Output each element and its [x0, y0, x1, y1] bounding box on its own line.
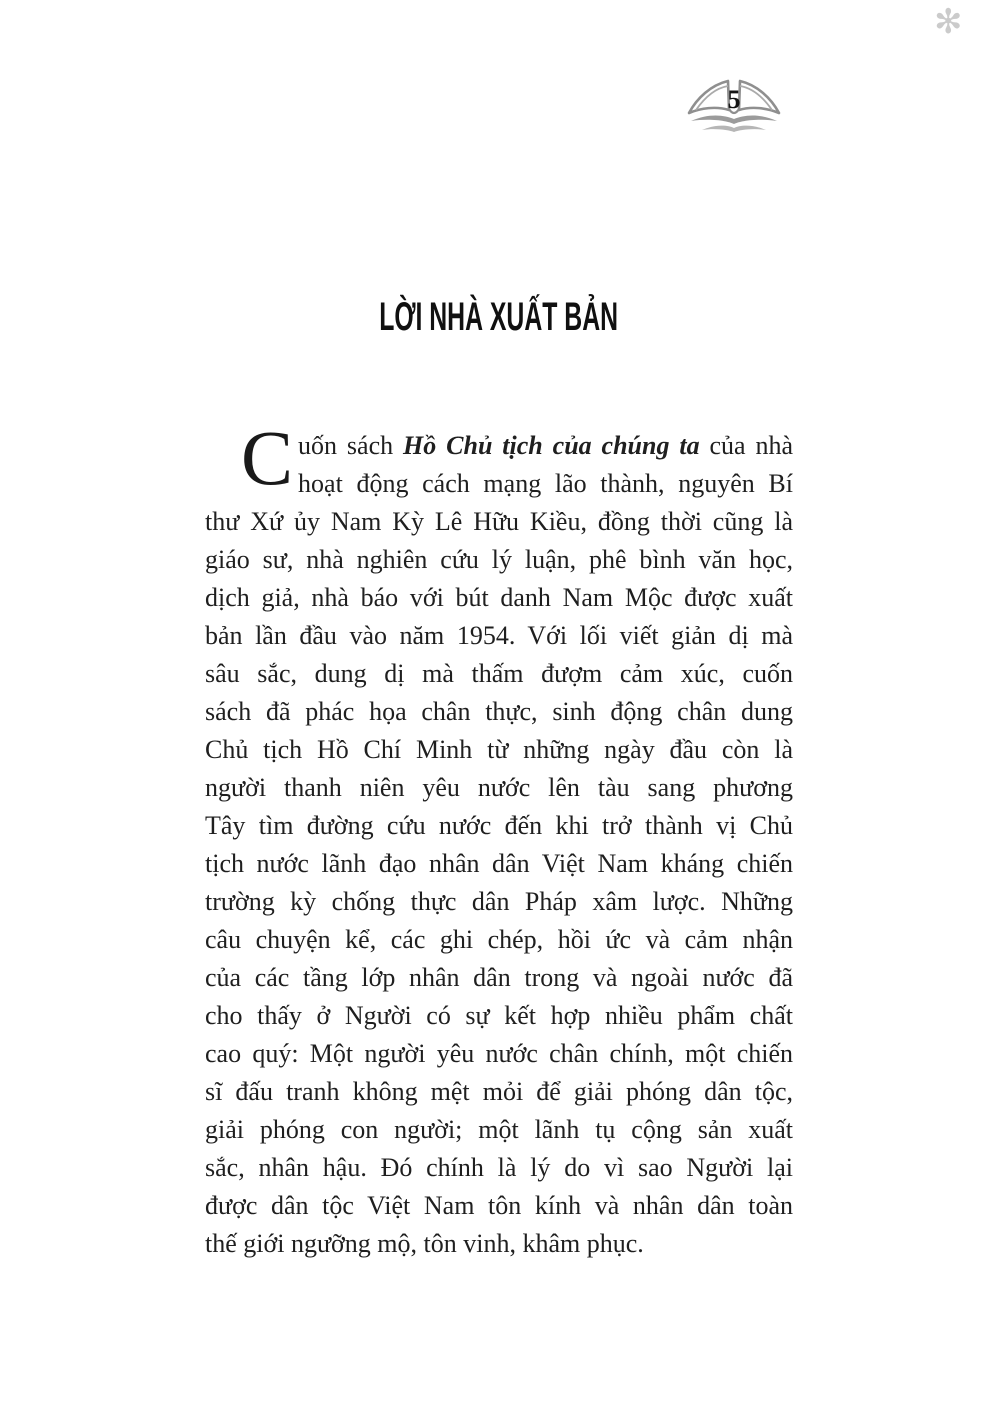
body-line: sắc, nhân hậu. Đó chính là lý do vì sao Người lại [205, 1153, 793, 1182]
body-line: câu chuyện kể, các ghi chép, hồi ức và cảm nhận [205, 925, 793, 954]
body-line: giáo sư, nhà nghiên cứu lý luận, phê bình văn học, [205, 545, 793, 574]
body-line-first-pre: uốn sách [298, 431, 404, 460]
drop-cap: C [241, 414, 294, 501]
page-number-badge [682, 76, 786, 134]
referenced-book-title: Hồ Chủ tịch của chúng ta [403, 431, 700, 460]
publisher-note-paragraph [205, 414, 794, 1263]
body-line: sách đã phác họa chân thực, sinh động chân dung [205, 697, 793, 726]
body-line: người thanh niên yêu nước lên tàu sang phương [205, 773, 793, 802]
page-number: 5 [727, 85, 741, 114]
body-line: dịch giả, nhà báo với bút danh Nam Mộc được xuất [205, 583, 793, 612]
flower-ornament-icon: ✻ [934, 2, 963, 42]
body-line: cao quý: Một người yêu nước chân chính, một chiến [205, 1039, 793, 1068]
body-line: của các tầng lớp nhân dân trong và ngoài nước đã [205, 963, 793, 992]
page-title: LỜI NHÀ XUẤT BẢN [379, 295, 619, 339]
body-line: bản lần đầu vào năm 1954. Với lối viết giản dị mà [205, 621, 793, 650]
body-line: được dân tộc Việt Nam tôn kính và nhân dân toàn [205, 1191, 793, 1220]
body-line: thư Xứ ủy Nam Kỳ Lê Hữu Kiều, đồng thời cũng là [205, 507, 793, 536]
body-line: sâu sắc, dung dị mà thấm đượm cảm xúc, cuốn [205, 659, 793, 688]
body-line: tịch nước lãnh đạo nhân dân Việt Nam kháng chiến [205, 849, 793, 878]
body-line: thế giới ngưỡng mộ, tôn vinh, khâm phục. [205, 1229, 644, 1258]
body-line: Chủ tịch Hồ Chí Minh từ những ngày đầu còn là [205, 735, 793, 764]
chapter-title-row [205, 295, 793, 339]
body-lines [205, 465, 793, 1263]
body-line: trường kỳ chống thực dân Pháp xâm lược. Những [205, 887, 793, 916]
body-line-first-post: của nhà [699, 431, 794, 460]
body-line-first [205, 427, 793, 465]
body-line: Tây tìm đường cứu nước đến khi trở thành vị Chủ [205, 811, 793, 840]
body-line: cho thấy ở Người có sự kết hợp nhiều phẩm chất [205, 1001, 793, 1030]
body-line: hoạt động cách mạng lão thành, nguyên Bí [298, 469, 793, 498]
body-line: sĩ đấu tranh không mệt mỏi để giải phóng dân tộc, [205, 1077, 793, 1106]
body-line: giải phóng con người; một lãnh tụ cộng sản xuất [205, 1115, 793, 1144]
